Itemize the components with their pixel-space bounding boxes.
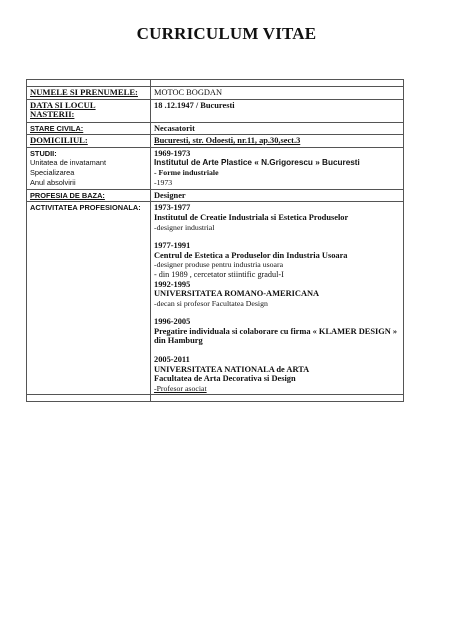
activity-organization: Institutul de Creatie Industriala si Estetica Produselor	[154, 212, 349, 222]
studies-specialization: - Forme industriale	[154, 167, 219, 177]
civil-label: STARE CIVILA:	[30, 123, 84, 133]
address-row	[27, 135, 404, 148]
activity-note: -decan si profesor Facultatea Design	[154, 298, 268, 308]
birth-value: 18 .12.1947 / Bucuresti	[154, 100, 235, 110]
studies-sublabel-specialization: Specializarea	[30, 168, 75, 178]
profession-row	[27, 189, 404, 202]
activity-entry	[154, 280, 400, 309]
civil-value: Necasatorit	[154, 123, 195, 133]
activity-period: 2005-2011	[154, 355, 190, 365]
studies-graduation: -1973	[154, 177, 173, 187]
activity-entry	[154, 355, 400, 393]
name-row	[27, 87, 404, 100]
address-label: DOMICILIUL:	[30, 135, 88, 146]
activity-entry	[154, 317, 400, 346]
studies-sublabel-unit: Unitatea de invatamant	[30, 158, 107, 168]
civil-row	[27, 122, 404, 135]
studies-years: 1969-1973	[154, 148, 191, 158]
activity-organization: UNIVERSITATEA NATIONALA de ARTA	[154, 364, 310, 374]
name-value: MOTOC BOGDAN	[154, 88, 223, 97]
activity-note: -Profesor asociat	[154, 383, 207, 393]
activity-period: 1977-1991	[154, 241, 191, 251]
activity-row	[27, 202, 404, 395]
cv-table	[26, 79, 404, 402]
activity-note: - din 1989 , cercetator stiintific gradul-I	[154, 269, 284, 279]
activity-entry	[154, 203, 400, 232]
activity-organization: Pregatire individuala si colaborare cu firma « KLAMER DESIGN » din Hamburg	[154, 326, 398, 346]
activity-period: 1996-2005	[154, 317, 191, 327]
studies-label: STUDII:	[30, 148, 57, 158]
table-spacer-row	[27, 80, 404, 87]
studies-institution: Institutul de Arte Plastice « N.Grigorescu » Bucuresti	[154, 158, 360, 168]
activity-organization-faculty: Facultatea de Arta Decorativa si Design	[154, 374, 296, 384]
table-spacer-row	[27, 395, 404, 402]
activity-entry	[154, 241, 400, 279]
document-title: CURRICULUM VITAE	[136, 24, 317, 43]
activity-period: 1973-1977	[154, 203, 191, 213]
activity-organization: Centrul de Estetica a Produselor din Industria Usoara	[154, 250, 348, 260]
studies-row	[27, 147, 404, 189]
birth-label-line1: DATA SI LOCUL	[30, 99, 96, 110]
profession-label: PROFESIA DE BAZA:	[30, 190, 105, 200]
activity-organization: UNIVERSITATEA ROMANO-AMERICANA	[154, 289, 320, 299]
birth-label-line2: NASTERII:	[30, 109, 75, 120]
activity-period: 1992-1995	[154, 279, 191, 289]
profession-value: Designer	[154, 190, 186, 200]
name-label: NUMELE SI PRENUMELE:	[30, 87, 138, 97]
activity-label: ACTIVITATEA PROFESIONALA:	[30, 203, 141, 213]
activity-note: -designer industrial	[154, 222, 215, 232]
studies-sublabel-year: Anul absolvirii	[30, 177, 76, 187]
address-value: Bucuresti, str. Odoesti, nr.11, ap.30,sect.3	[154, 136, 301, 146]
birth-row	[27, 99, 404, 122]
activity-note: -designer produse pentru industria usoara	[154, 260, 284, 270]
